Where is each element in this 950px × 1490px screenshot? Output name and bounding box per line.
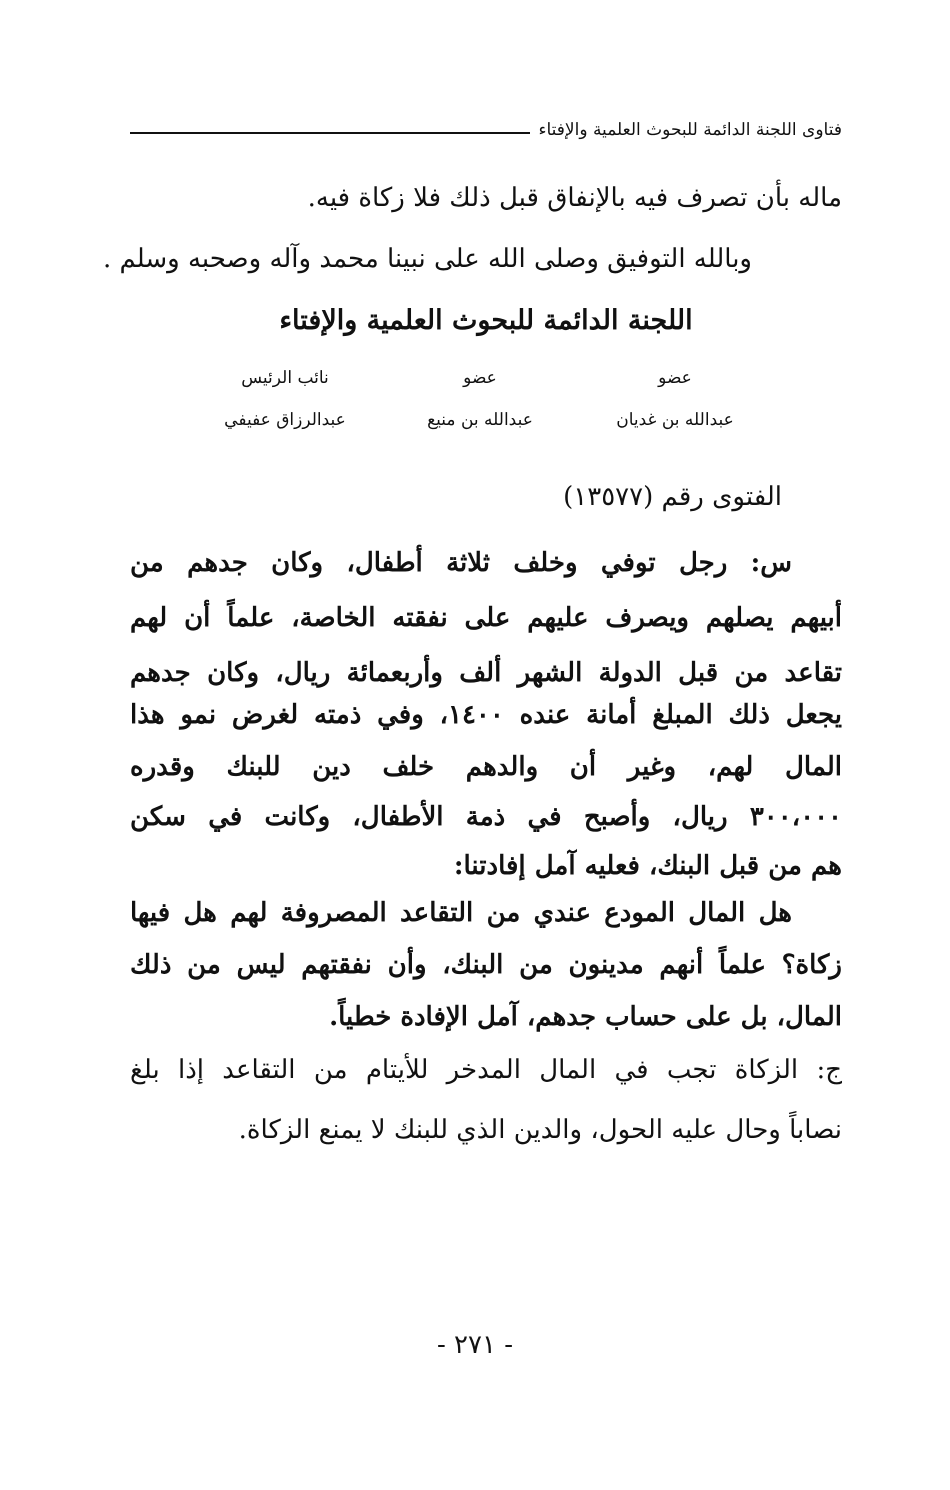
question-line-3: تقاعد من قبل الدولة الشهر ألف وأربعمائة ريال، وكان جدهم xyxy=(130,658,842,688)
member-2: عبدالله بن منيع xyxy=(427,410,533,430)
answer-line-1: ج: الزكاة تجب في المال المدخر للأيتام من التقاعد إذا بلغ xyxy=(130,1055,842,1085)
page-number: - ٢٧١ - xyxy=(436,1330,514,1360)
role-3: نائب الرئيس xyxy=(241,368,329,388)
question-line-6: ٣٠٠،٠٠٠ ريال، وأصبح في ذمة الأطفال، وكانت في سكن xyxy=(130,802,842,832)
role-2: عضو xyxy=(463,368,497,388)
role-1: عضو xyxy=(658,368,692,388)
question-line-5: المال لهم، وغير أن والدهم خلف دين للبنك وقدره xyxy=(130,752,842,782)
member-3: عبدالرزاق عفيفي xyxy=(224,410,346,430)
intro-line-2: وبالله التوفيق وصلى الله على نبينا محمد وآله وصحبه وسلم . xyxy=(102,244,752,274)
intro-line-1: ماله بأن تصرف فيه بالإنفاق قبل ذلك فلا زكاة فيه. xyxy=(307,183,842,213)
question-line-9: زكاة؟ علماً أنهم مدينون من البنك، وأن نفقتهم ليس من ذلك xyxy=(130,950,842,980)
committee-name: اللجنة الدائمة للبحوث العلمية والإفتاء xyxy=(279,305,693,336)
question-line-10: المال، بل على حساب جدهم، آمل الإفادة خطياً. xyxy=(329,1002,842,1032)
question-line-2: أبيهم يصلهم ويصرف عليهم على نفقته الخاصة، علماً أن لهم xyxy=(130,603,842,633)
question-line-7: هم من قبل البنك، فعليه آمل إفادتنا: xyxy=(453,851,842,881)
signature-roles xyxy=(200,368,760,388)
member-1: عبدالله بن غديان xyxy=(616,410,734,430)
question-line-4: يجعل ذلك المبلغ أمانة عنده ١٤٠٠، وفي ذمته لغرض نمو هذا xyxy=(130,700,842,730)
running-header xyxy=(130,114,842,146)
fatwa-title: الفتوى رقم (١٣٥٧٧) xyxy=(563,482,782,512)
question-line-8: هل المال المودع عندي من التقاعد المصروفة لهم هل فيها xyxy=(130,898,792,928)
header-title: فتاوى اللجنة الدائمة للبحوث العلمية والإفتاء xyxy=(538,120,842,140)
header-rule xyxy=(130,132,530,134)
signature-names xyxy=(200,410,760,430)
answer-line-2: نصاباً وحال عليه الحول، والدين الذي للبنك لا يمنع الزكاة. xyxy=(238,1115,842,1145)
question-line-1: س: رجل توفي وخلف ثلاثة أطفال، وكان جدهم من xyxy=(130,548,792,578)
